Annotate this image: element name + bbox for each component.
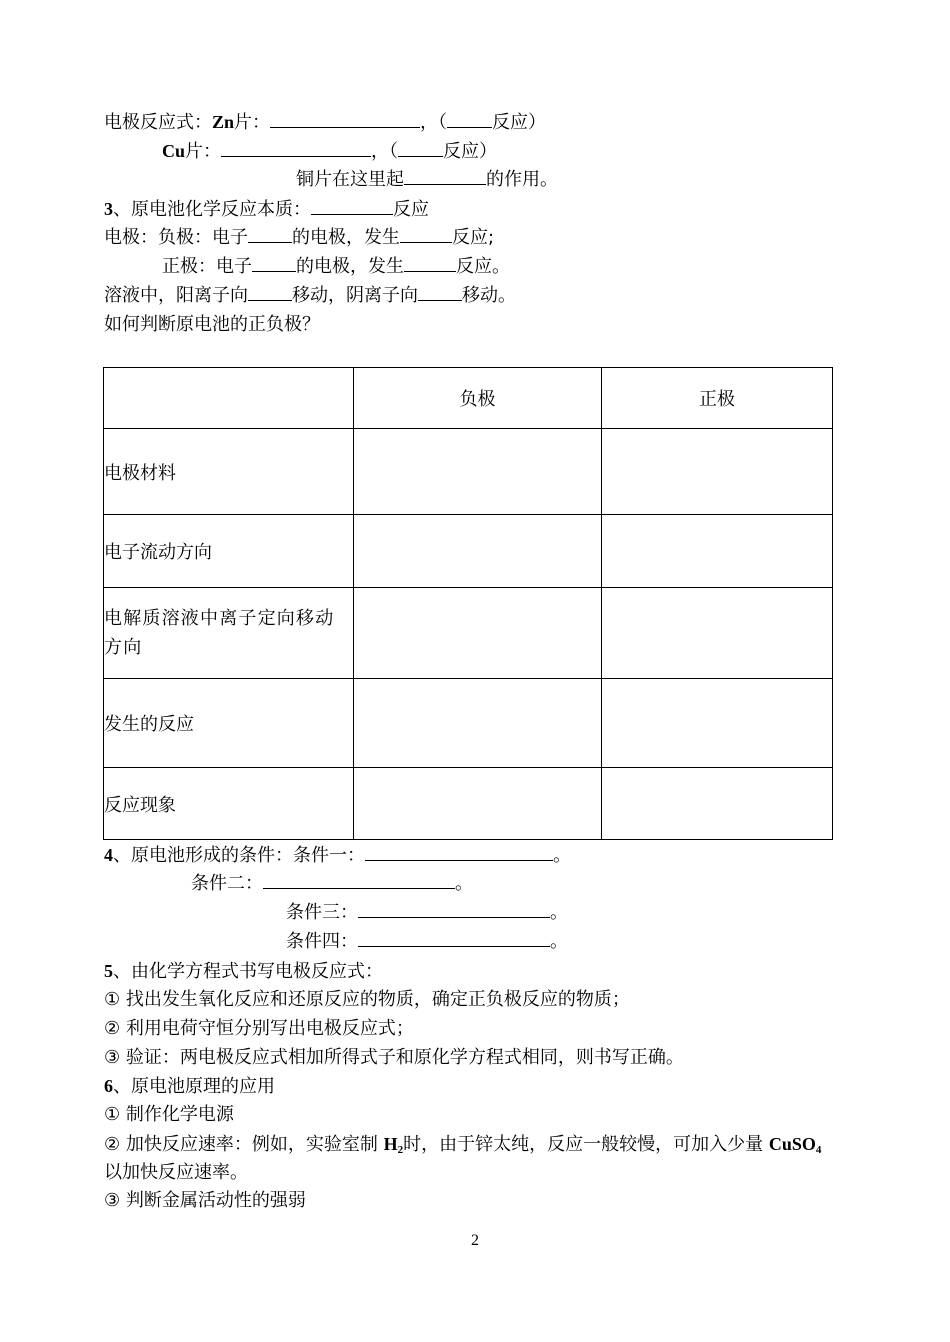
cation-text: 溶液中，阳离子向	[104, 285, 248, 306]
table-row	[104, 679, 833, 768]
cu-symbol: Cu	[162, 141, 186, 161]
condition1-blank[interactable]	[365, 844, 553, 861]
row-label: 发生的反应	[104, 679, 354, 768]
cu-equation-blank[interactable]	[221, 140, 371, 157]
answer-cell[interactable]	[602, 679, 833, 768]
answer-cell[interactable]	[354, 768, 602, 840]
period: 。	[550, 931, 568, 952]
copper-role-blank[interactable]	[404, 168, 486, 185]
section-number: 4	[104, 845, 113, 865]
row-label: 电子流动方向	[104, 515, 354, 588]
list-item: ③ 判断金属活动性的强弱	[104, 1190, 306, 1211]
section-title-text: 、原电池化学反应本质：	[113, 199, 311, 220]
condition2-line	[191, 872, 473, 896]
answer-cell[interactable]	[354, 515, 602, 588]
cuso4-formula: CuSO	[768, 1134, 816, 1154]
item2-text-b: 时，由于锌太纯，反应一般较慢，可加入少量	[403, 1134, 769, 1155]
section-number: 6	[104, 1076, 113, 1096]
piece-label: 片：	[234, 112, 271, 133]
negative-text: 电极：负极：电子	[104, 227, 248, 248]
positive-end: 反应。	[456, 256, 510, 277]
hydrogen-formula: H	[383, 1134, 398, 1154]
period: 。	[553, 845, 571, 866]
negative-reaction-blank[interactable]	[400, 226, 452, 243]
item2-text-a: ② 加快反应速率：例如，实验室制	[104, 1134, 384, 1155]
header-empty-cell	[104, 368, 354, 429]
period: 。	[550, 902, 568, 923]
row-label: 电解质溶液中离子定向移动方向	[104, 588, 354, 679]
cuso4-subscript: 4	[815, 1144, 822, 1156]
condition2-label: 条件二：	[191, 873, 263, 894]
condition4-label: 条件四：	[286, 931, 358, 952]
table-row	[104, 768, 833, 840]
header-positive: 正极	[602, 368, 833, 429]
copper-role-line	[296, 168, 558, 192]
essence-end: 反应	[393, 199, 429, 220]
zn-equation-blank[interactable]	[270, 111, 420, 128]
anion-blank[interactable]	[418, 284, 462, 301]
zn-electrode-line	[104, 110, 546, 135]
negative-electron-blank[interactable]	[248, 226, 292, 243]
negative-electrode-line	[104, 226, 494, 250]
copper-role-text: 铜片在这里起	[296, 169, 404, 190]
list-item: ③ 验证：两电极反应式相加所得式子和原化学方程式相同，则书写正确。	[104, 1047, 684, 1068]
positive-text: 正极：电子	[162, 256, 252, 277]
condition1-label: 、原电池形成的条件：条件一：	[113, 845, 365, 866]
section6-title	[104, 1074, 275, 1099]
copper-role-end: 的作用。	[486, 169, 558, 190]
condition4-blank[interactable]	[358, 930, 550, 947]
condition3-line	[286, 901, 568, 925]
cu-electrode-line	[162, 139, 497, 164]
section-title-text: 、原电池原理的应用	[113, 1076, 275, 1097]
ion-movement-line	[104, 284, 516, 308]
question-line: 如何判断原电池的正负极？	[104, 314, 320, 335]
zn-symbol: Zn	[212, 112, 235, 132]
row-label: 电极材料	[104, 429, 354, 515]
condition4-line	[286, 930, 568, 954]
negative-end: 反应;	[452, 227, 495, 248]
cation-blank[interactable]	[248, 284, 292, 301]
zn-reaction-type-blank[interactable]	[447, 111, 492, 128]
header-negative: 负极	[354, 368, 602, 429]
section5-title	[104, 959, 383, 984]
condition3-label: 条件三：	[286, 902, 358, 923]
answer-cell[interactable]	[602, 429, 833, 515]
positive-reaction-blank[interactable]	[404, 255, 456, 272]
negative-mid: 的电极，发生	[292, 227, 400, 248]
label-electrode-equation: 电极反应式：	[104, 112, 212, 133]
row-label: 反应现象	[104, 768, 354, 840]
answer-cell[interactable]	[354, 429, 602, 515]
ion-end: 移动。	[462, 285, 516, 306]
reaction-close: 反应）	[443, 141, 498, 162]
table-row	[104, 515, 833, 588]
paren-open: ，（	[371, 141, 399, 162]
section3-title	[104, 197, 429, 222]
period: 。	[455, 873, 473, 894]
answer-cell[interactable]	[602, 588, 833, 679]
table-row	[104, 588, 833, 679]
positive-electrode-line	[162, 255, 510, 279]
cu-reaction-type-blank[interactable]	[398, 140, 443, 157]
section-number: 3	[104, 199, 113, 219]
answer-cell[interactable]	[354, 588, 602, 679]
table-row	[104, 429, 833, 515]
list-item: ① 找出发生氧化反应和还原反应的物质，确定正负极反应的物质；	[104, 989, 630, 1010]
positive-mid: 的电极，发生	[296, 256, 404, 277]
section4-title	[104, 843, 571, 868]
table-header-row	[104, 368, 833, 429]
section-title-text: 、由化学方程式书写电极反应式：	[113, 961, 383, 982]
paren-open: ，（	[420, 112, 448, 133]
anion-text: 移动，阴离子向	[292, 285, 418, 306]
page-number: 2	[471, 1232, 479, 1249]
answer-cell[interactable]	[354, 679, 602, 768]
condition3-blank[interactable]	[358, 901, 550, 918]
answer-cell[interactable]	[602, 515, 833, 588]
reaction-close: 反应）	[492, 112, 547, 133]
section-number: 5	[104, 961, 113, 981]
list-item	[104, 1132, 821, 1162]
electrode-comparison-table	[103, 367, 833, 840]
list-item-continuation: 以加快反应速率。	[104, 1162, 248, 1183]
list-item: ② 利用电荷守恒分别写出电极反应式；	[104, 1018, 414, 1039]
answer-cell[interactable]	[602, 768, 833, 840]
piece-label: 片：	[185, 141, 222, 162]
condition2-blank[interactable]	[263, 872, 455, 889]
list-item: ① 制作化学电源	[104, 1104, 234, 1125]
positive-electron-blank[interactable]	[252, 255, 296, 272]
essence-blank[interactable]	[311, 198, 393, 215]
hydrogen-subscript: 2	[397, 1144, 404, 1156]
